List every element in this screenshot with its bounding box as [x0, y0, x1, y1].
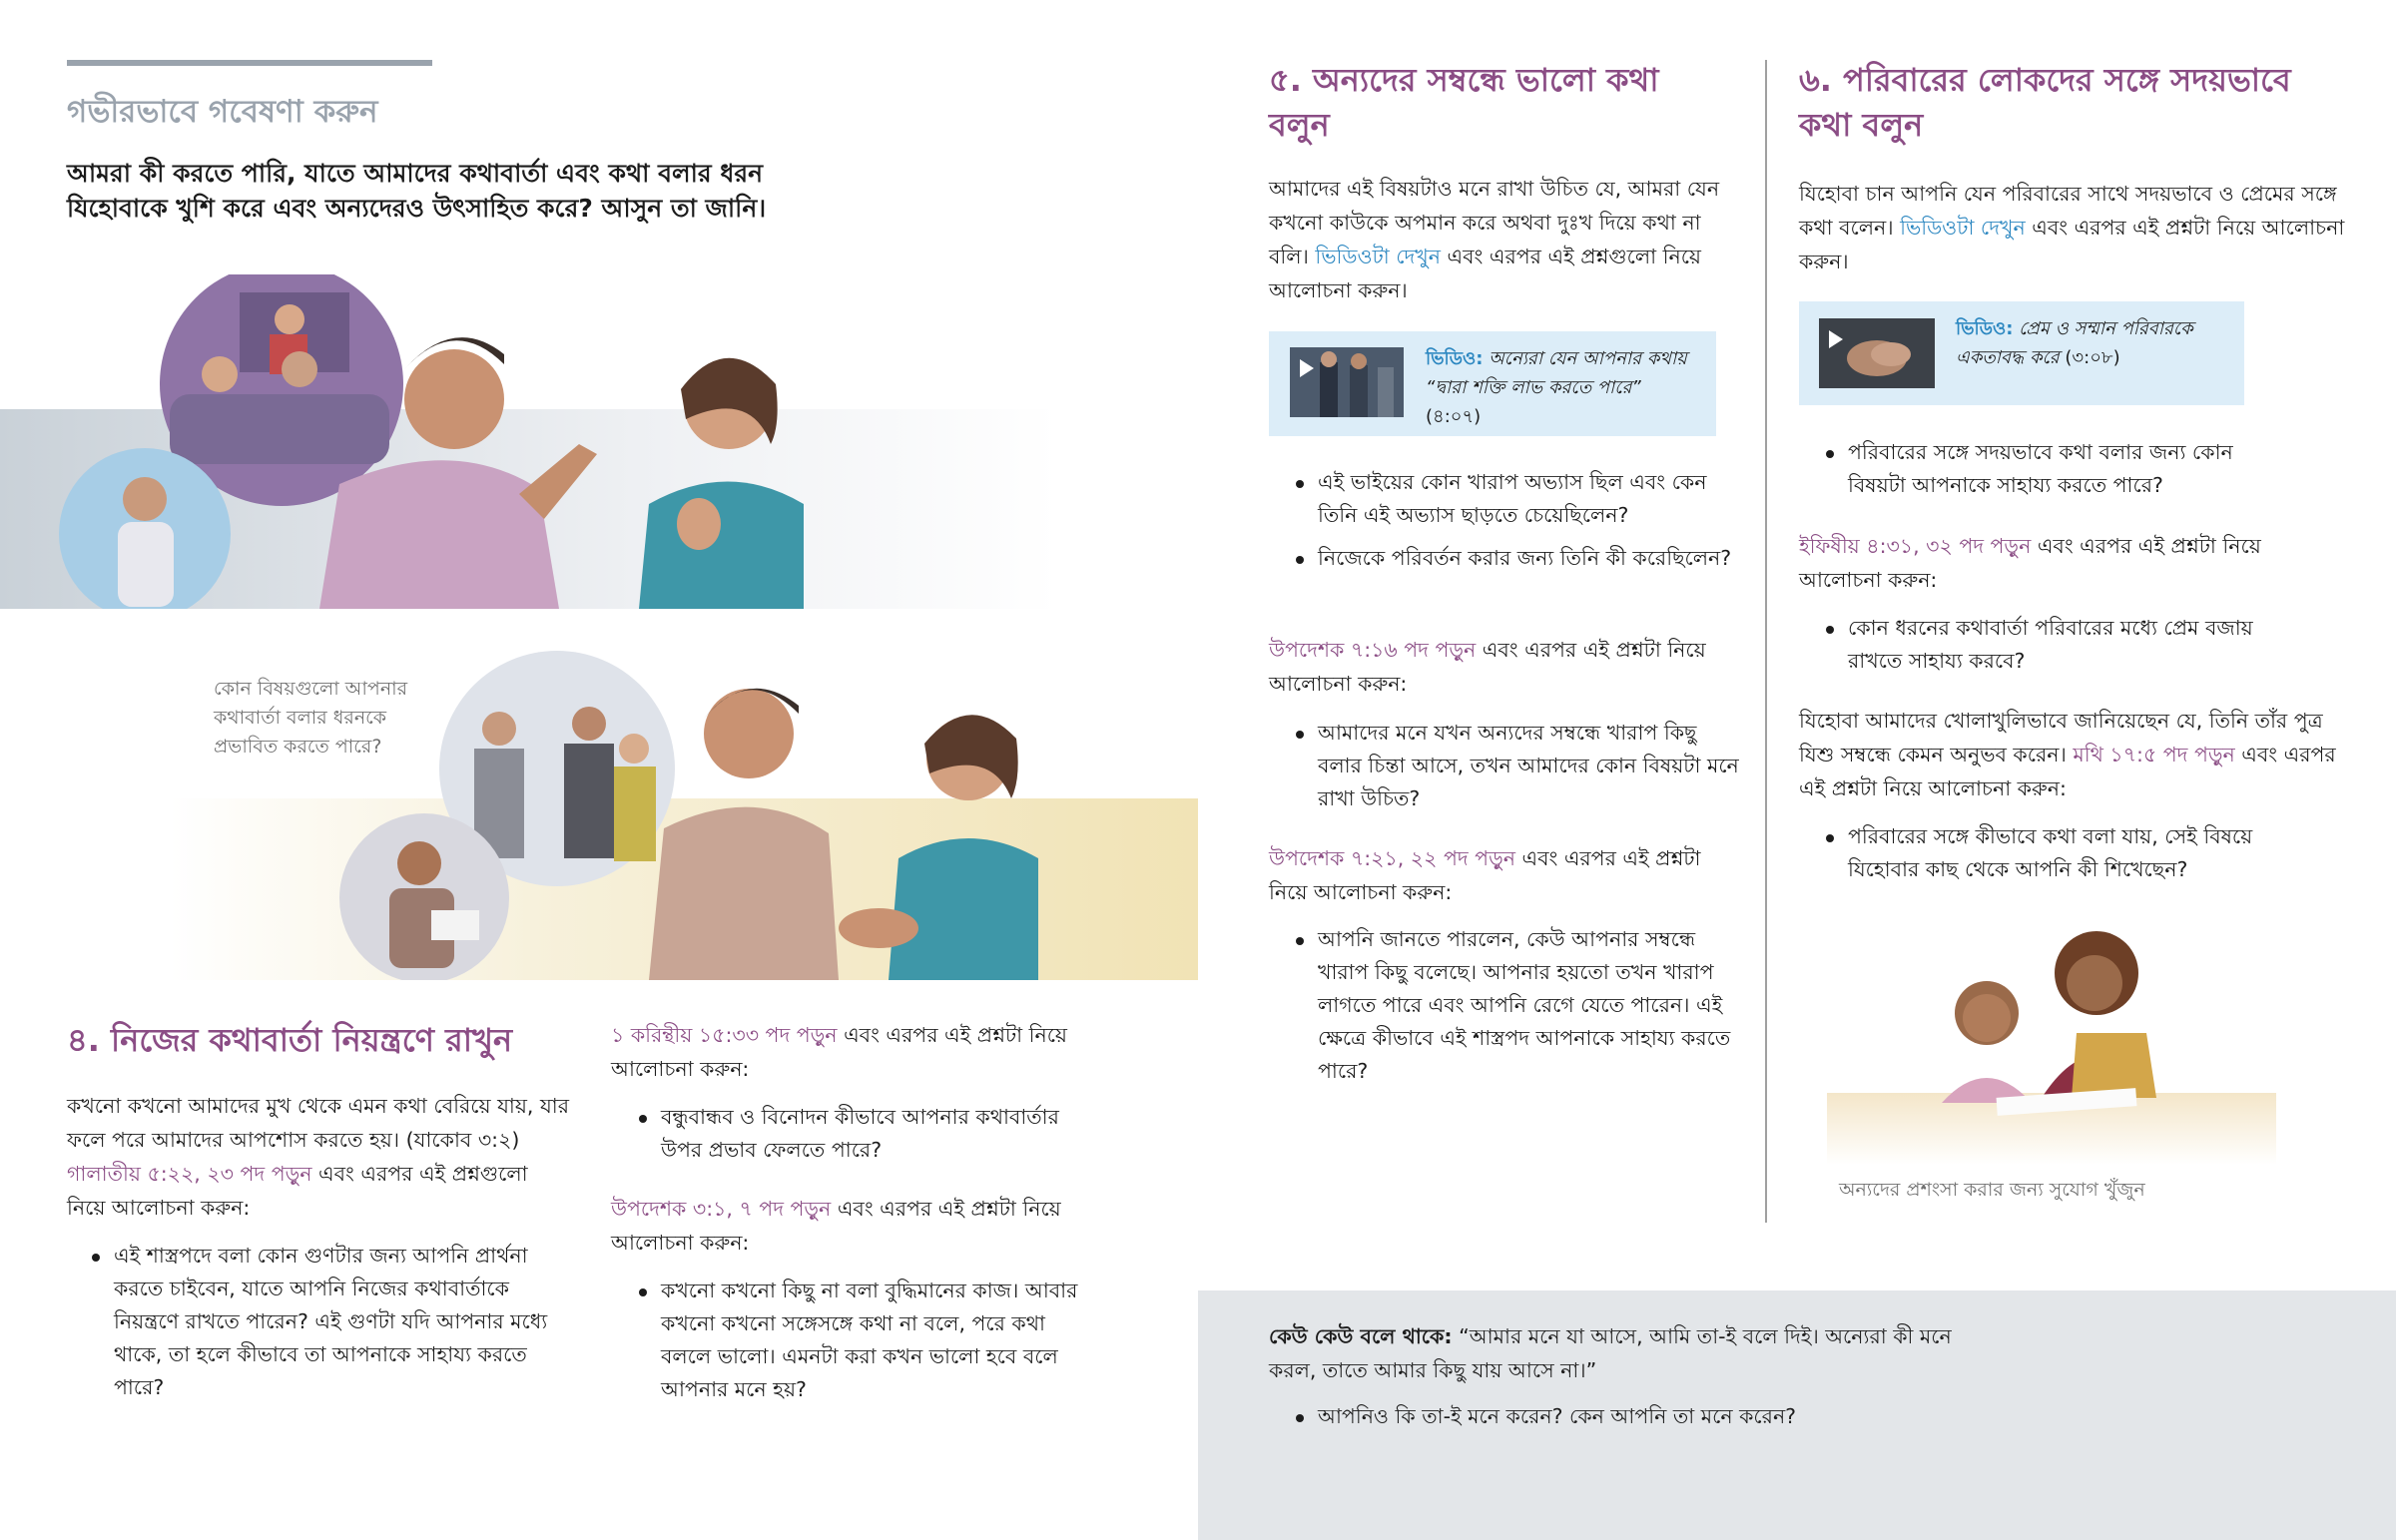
section4-question-list-2 [637, 1101, 1106, 1167]
section6-video-thumbnail[interactable] [1819, 318, 1935, 388]
some-say-quote: “আমার মনে যা আসে, আমি তা-ই বলে দিই। অন্যেরা কী মনে করল, তাতে আমার কিছু যায় আসে না।” [1269, 1324, 1952, 1382]
section6-video-duration: (৩:০৮) [2059, 347, 2120, 368]
illustration-calm-talk [170, 649, 1198, 980]
illustration-caption: কোন বিষয়গুলো আপনার কথাবার্তা বলার ধরনকে প্রভাবিত করতে পারে? [214, 678, 408, 758]
section4-ref3-link[interactable]: উপদেশক ৩:১, ৭ পদ পড়ুন [611, 1197, 832, 1221]
section6-intro-text: যিহোবা চান আপনি যেন পরিবারের সাথে সদয়ভাবে ও প্রেমের সঙ্গে কথা বলেন। [1799, 182, 2337, 240]
section5-intro-after: এবং এরপর এই প্রশ্নগুলো নিয়ে আলোচনা করুন। [1269, 245, 1702, 302]
section4-intro [67, 1089, 571, 1225]
section5-question-2: নিজেকে পরিবর্তন করার জন্য তিনি কী করেছিলেন? [1294, 542, 1733, 575]
section5-question-1: এই ভাইয়ের কোন খারাপ অভ্যাস ছিল এবং কেন তিনি এই অভ্যাস ছাড়তে চেয়েছিলেন? [1294, 466, 1733, 532]
section6-video-link[interactable]: ভিডিওটা দেখুন [1900, 216, 2026, 240]
section4-ref3-after: এবং এরপর এই প্রশ্নটা নিয়ে আলোচনা করুন: [611, 1197, 1061, 1255]
section5-intro-text: আমাদের এই বিষয়টাও মনে রাখা উচিত যে, আমরা যেন কখনো কাউকে অপমান করে অথবা দুঃখ দিয়ে কথা না বলি। [1269, 177, 1720, 268]
section6-question-2: কোন ধরনের কথাবার্তা পরিবারের মধ্যে প্রেম বজায় রাখতে সাহায্য করবে? [1824, 612, 2283, 678]
column-divider [1765, 60, 1767, 1223]
section6-video-caption [1956, 314, 2230, 372]
section5-title: ৫. অন্যদের সম্বন্ধে ভালো কথা বলুন [1269, 61, 1659, 144]
section5-ref3-link[interactable]: উপদেশক ৭:২১, ২২ পদ পড়ুন [1269, 846, 1515, 870]
some-say-question-list [1294, 1400, 1993, 1433]
section4-ref2-after: এবং এরপর এই প্রশ্নটা নিয়ে আলোচনা করুন: [611, 1023, 1068, 1081]
section5-question-list-3 [1294, 923, 1733, 1088]
section5-ref3 [1269, 841, 1738, 909]
some-say-label: কেউ কেউ বলে থাকে: [1269, 1324, 1453, 1348]
section6-para3 [1799, 704, 2348, 805]
section4-intro-after: এবং এরপর এই প্রশ্নগুলো নিয়ে আলোচনা করুন: [67, 1162, 528, 1220]
section5-video-link[interactable]: ভিডিওটা দেখুন [1315, 245, 1442, 268]
illustration-argument [0, 274, 1058, 609]
section5-video-label: ভিডিও: [1426, 348, 1484, 369]
some-say-text [1269, 1319, 1968, 1387]
section5-ref2 [1269, 633, 1738, 701]
section6-ref2-after: এবং এরপর এই প্রশ্নটা নিয়ে আলোচনা করুন: [1799, 534, 2261, 592]
section4-question-2: বন্ধুবান্ধব ও বিনোদন কীভাবে আপনার কথাবার্তার উপর প্রভাব ফেলতে পারে? [637, 1101, 1106, 1167]
section4-ref3 [611, 1192, 1110, 1260]
section-divider-bar [67, 60, 432, 66]
section4-scripture-link[interactable]: গালাতীয় ৫:২২, ২৩ পদ পড়ুন [67, 1162, 312, 1186]
section5-question-3: আমাদের মনে যখন অন্যদের সম্বন্ধে খারাপ কিছু বলার চিন্তা আসে, তখন আমাদের কোন বিষয়টা মনে রাখা উচিত? [1294, 717, 1743, 815]
section4-question-list-3 [637, 1275, 1086, 1406]
section6-question-list-3 [1824, 820, 2303, 886]
section4-ref2 [611, 1018, 1110, 1086]
section5-video-caption [1426, 344, 1700, 431]
section5-intro [1269, 172, 1728, 307]
illustration-mother-child [1827, 903, 2276, 1165]
section6-video-card[interactable] [1799, 301, 2244, 405]
section6-para3-text: যিহোবা আমাদের খোলাখুলিভাবে জানিয়েছেন যে, তিনি তাঁর পুত্র যিশু সম্বন্ধে কেমন অনুভব করেন। [1799, 709, 2323, 767]
section5-ref3-after: এবং এরপর এই প্রশ্নটা নিয়ে আলোচনা করুন: [1269, 846, 1701, 904]
intro-text: আমরা কী করতে পারি, যাতে আমাদের কথাবার্তা এবং কথা বলার ধরন যিহোবাকে খুশি করে এবং অন্যদেরও উৎসাহিত করে? আসুন তা জানি। [67, 159, 767, 223]
section6-ref2-link[interactable]: ইফিষীয় ৪:৩১, ৩২ পদ পড়ুন [1799, 534, 2032, 558]
section6-intro-after: এবং এরপর এই প্রশ্নটা নিয়ে আলোচনা করুন। [1799, 216, 2345, 273]
section5-video-card[interactable] [1269, 331, 1716, 436]
section6-question-list-2 [1824, 612, 2283, 678]
section4-title: ৪. নিজের কথাবার্তা নিয়ন্ত্রণে রাখুন [67, 1021, 513, 1059]
image-caption: অন্যদের প্রশংসা করার জন্য সুযোগ খুঁজুন [1839, 1179, 2145, 1201]
intro-title: গভীরভাবে গবেষণা করুন [67, 94, 378, 130]
section4-ref2-link[interactable]: ১ করিন্থীয় ১৫:৩৩ পদ পড়ুন [611, 1023, 838, 1047]
section6-ref2 [1799, 529, 2268, 597]
section6-video-title: প্রেম ও সম্মান পরিবারকে একতাবদ্ধ করে [1956, 318, 2193, 368]
section5-video-duration: (৪:০৭) [1426, 406, 1482, 427]
section5-video-thumbnail[interactable] [1290, 347, 1404, 417]
section4-question-1: এই শাস্ত্রপদে বলা কোন গুণটার জন্য আপনি প্রার্থনা করতে চাইবেন, যাতে আপনি নিজের কথাবার্তাকে নিয়ন্ত্রণে রাখতে পারেন? এই গুণটা যদি আপনার মধ্যে থাকে, তা হলে কীভাবে তা আপনাকে সাহায্য করতে পারে? [90, 1240, 569, 1404]
section5-video-title: অন্যেরা যেন আপনার কথায় “দ্বারা শক্তি লাভ করতে পারে” [1426, 348, 1687, 398]
section5-ref2-after: এবং এরপর এই প্রশ্নটা নিয়ে আলোচনা করুন: [1269, 638, 1706, 696]
some-say-question: আপনিও কি তা-ই মনে করেন? কেন আপনি তা মনে করেন? [1294, 1400, 1993, 1433]
section6-question-3: পরিবারের সঙ্গে কীভাবে কথা বলা যায়, সেই বিষয়ে যিহোবার কাছ থেকে আপনি কী শিখেছেন? [1824, 820, 2303, 886]
section6-title: ৬. পরিবারের লোকদের সঙ্গে সদয়ভাবে কথা বলুন [1799, 61, 2291, 144]
section6-ref3-after: এবং এরপর এই প্রশ্নটা নিয়ে আলোচনা করুন: [1799, 743, 2336, 800]
section6-video-label: ভিডিও: [1956, 318, 2014, 339]
section6-question-1: পরিবারের সঙ্গে সদয়ভাবে কথা বলার জন্য কোন বিষয়টা আপনাকে সাহায্য করতে পারে? [1824, 436, 2283, 502]
section4-question-list [90, 1240, 569, 1404]
section5-ref2-link[interactable]: উপদেশক ৭:১৬ পদ পড়ুন [1269, 638, 1477, 662]
play-icon [1829, 330, 1843, 348]
play-icon [1300, 359, 1314, 377]
section6-question-list [1824, 436, 2283, 502]
section5-question-4: আপনি জানতে পারলেন, কেউ আপনার সম্বন্ধে খারাপ কিছু বলেছে। আপনার হয়তো তখন খারাপ লাগতে পারে এবং আপনি রেগে যেতে পারেন। এই ক্ষেত্রে কীভাবে এই শাস্ত্রপদ আপনাকে সাহায্য করতে পারে? [1294, 923, 1733, 1088]
section5-question-list [1294, 466, 1733, 575]
section4-intro-text: কখনো কখনো আমাদের মুখ থেকে এমন কথা বেরিয়ে যায়, যার ফলে পরে আমাদের আপশোস করতে হয়। (যাকোব ৩:২) [67, 1094, 569, 1152]
section4-question-3: কখনো কখনো কিছু না বলা বুদ্ধিমানের কাজ। আবার কখনো কখনো সঙ্গেসঙ্গে কথা না বলে, পরে কথা বললে ভালো। এমনটা করা কখন ভালো হবে বলে আপনার মনে হয়? [637, 1275, 1086, 1406]
section5-question-list-2 [1294, 717, 1743, 815]
section6-ref3-link[interactable]: মথি ১৭:৫ পদ পড়ুন [2073, 743, 2235, 767]
section6-intro [1799, 177, 2348, 278]
